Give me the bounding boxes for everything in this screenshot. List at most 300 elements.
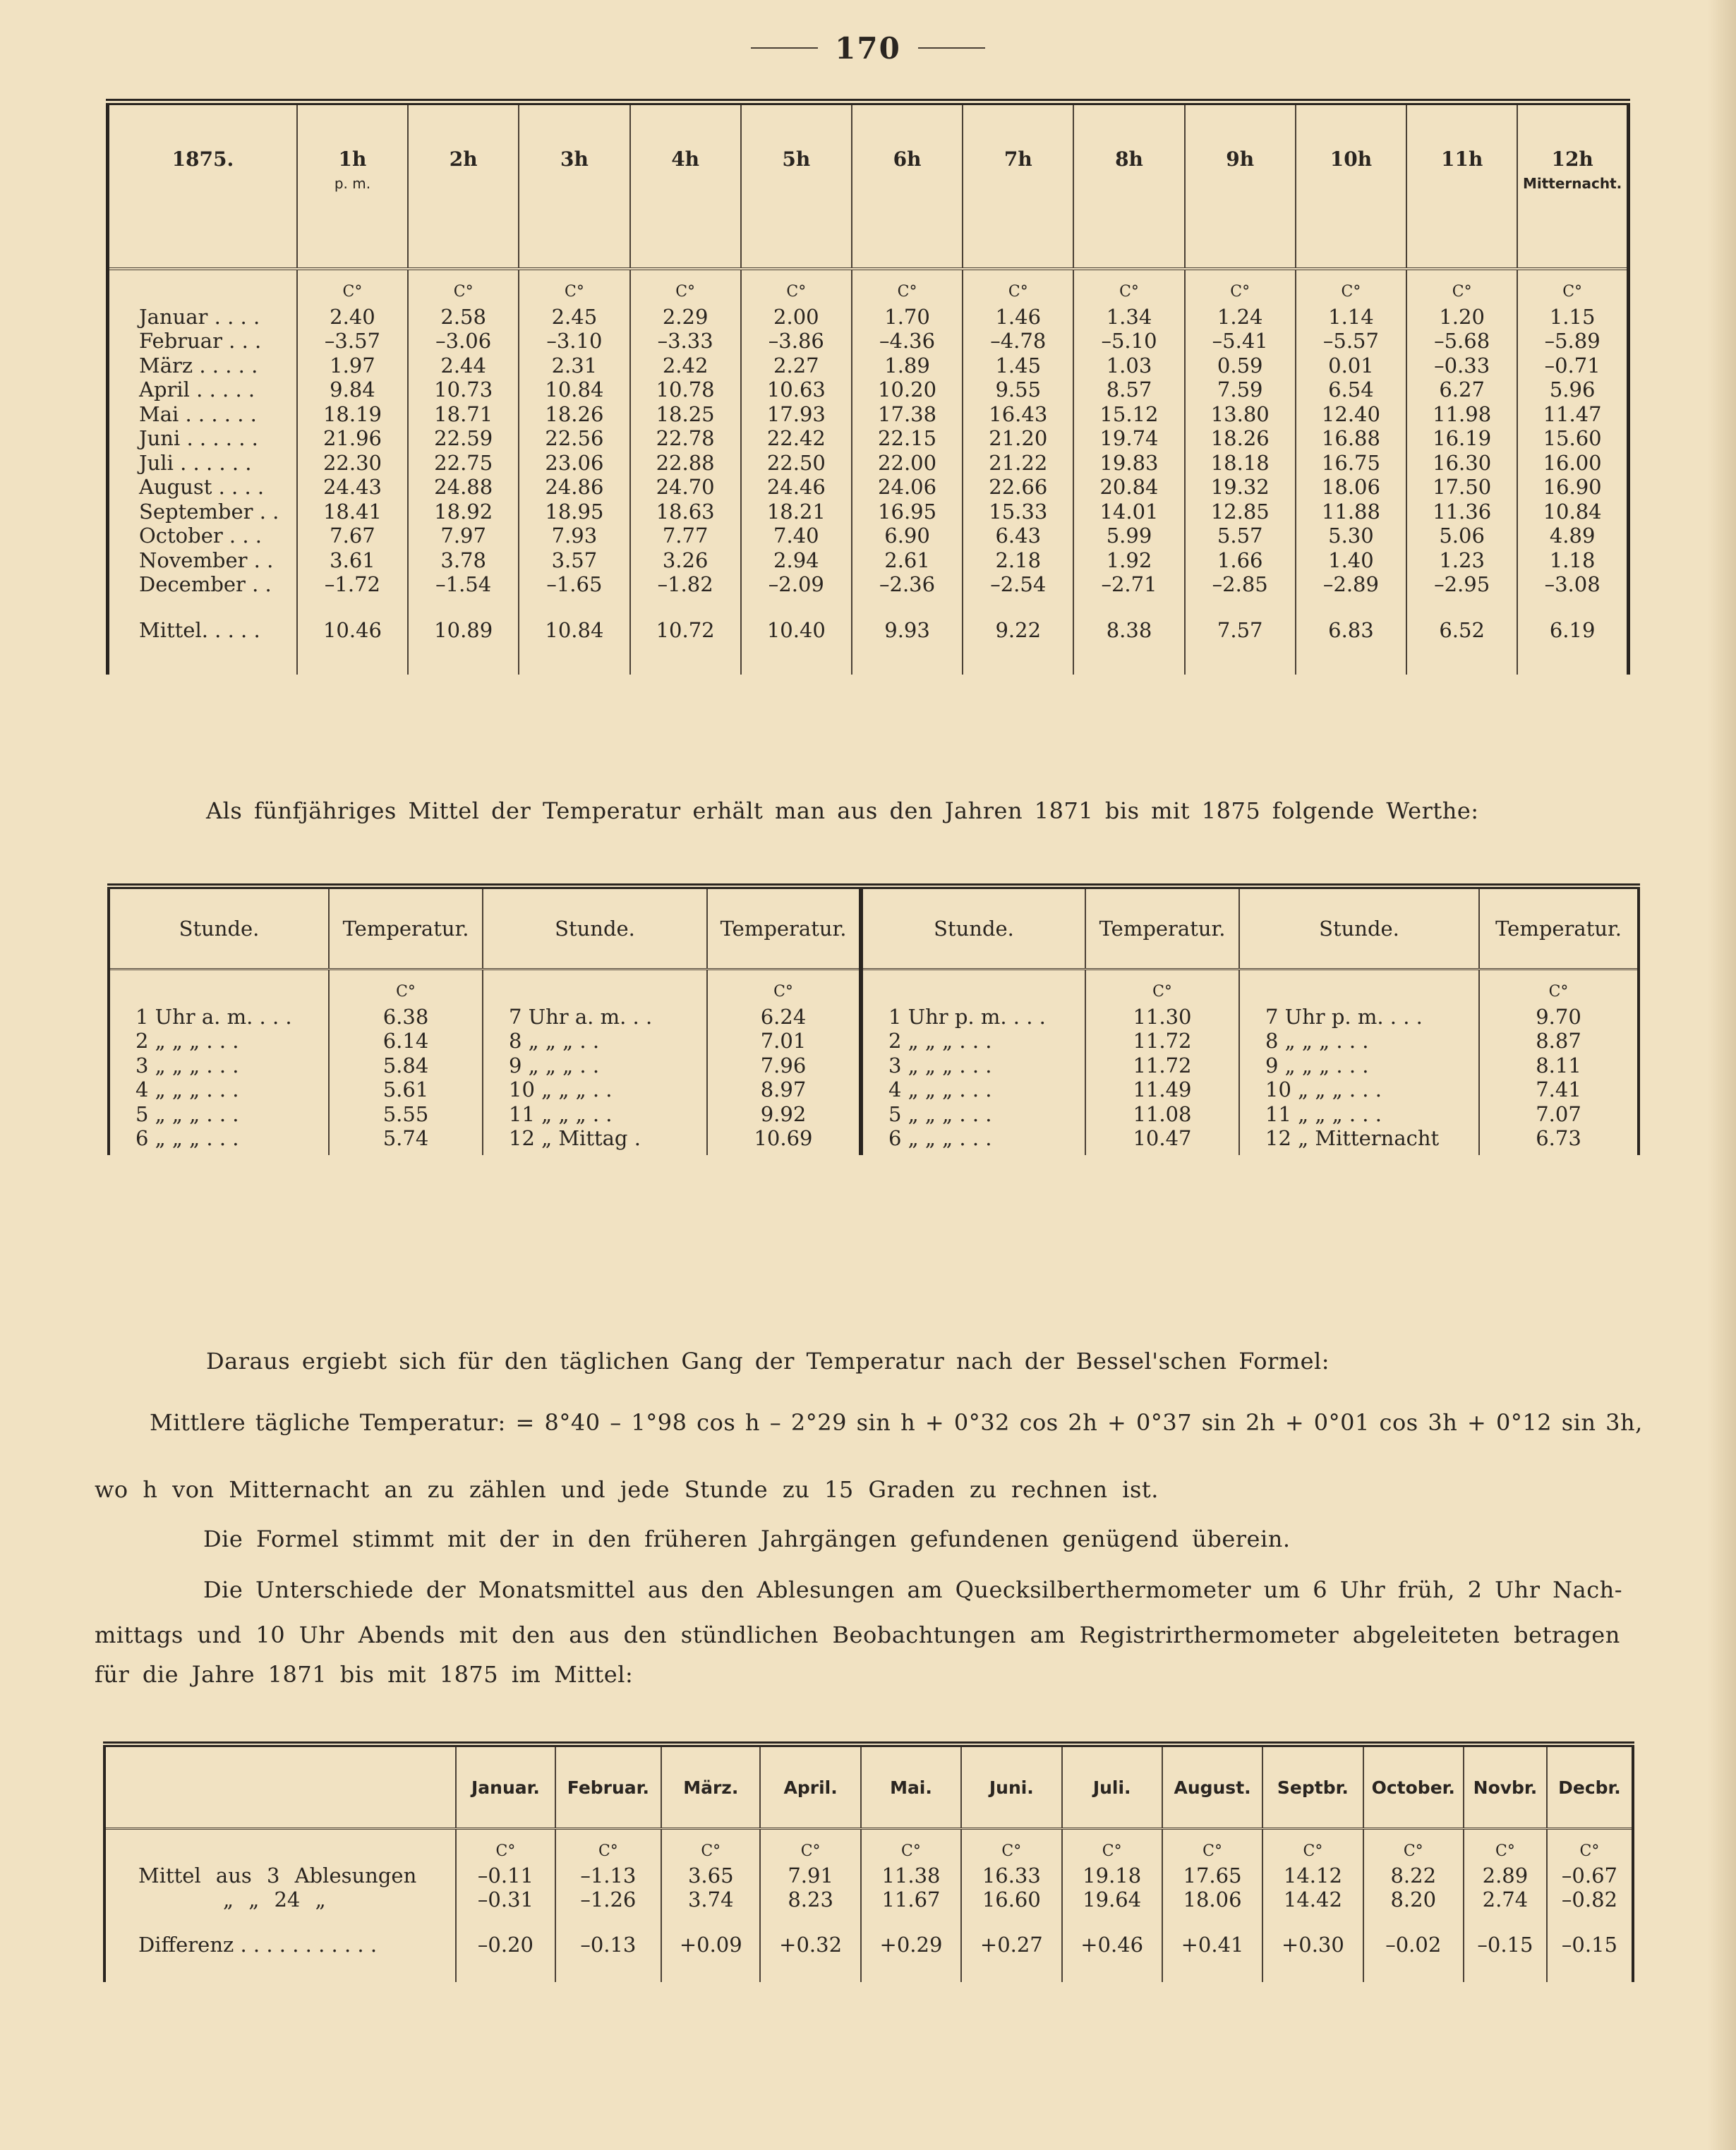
temperature-cell: –2.36 bbox=[852, 572, 963, 597]
temperature-cell: 16.19 bbox=[1406, 426, 1517, 451]
temperature-cell: 18.18 bbox=[1185, 451, 1296, 476]
temperature-cell: 2.31 bbox=[519, 354, 629, 378]
temperature-cell: 22.00 bbox=[852, 451, 963, 476]
temperature-cell: 5.84 bbox=[329, 1053, 483, 1078]
unit-cell: C° bbox=[1185, 269, 1296, 305]
temperature-cell: 0.01 bbox=[1296, 354, 1406, 378]
temperature-cell: 16.90 bbox=[1543, 475, 1602, 499]
temperature-cell: 6.27 bbox=[1406, 378, 1517, 402]
monthly-mean-cell: –1.13 bbox=[555, 1864, 662, 1888]
temperature-cell: 22.56 bbox=[519, 426, 629, 451]
temperature-cell: 7.40 bbox=[741, 524, 852, 548]
hour-label: 10 „ „ „ . . bbox=[483, 1077, 707, 1102]
empty-corner-header bbox=[104, 1744, 456, 1829]
hour-header bbox=[1517, 102, 1628, 270]
monthly-mean-cell: 11.38 bbox=[861, 1864, 961, 1888]
temperature-cell: 24.86 bbox=[519, 475, 629, 500]
monthly-mean-cell: 8.20 bbox=[1363, 1888, 1464, 1912]
month-header: August. bbox=[1162, 1744, 1262, 1829]
temperature-cell: 2.94 bbox=[741, 548, 852, 573]
hour-label: 11 „ „ „ . . bbox=[483, 1102, 707, 1127]
table-row bbox=[108, 475, 1629, 500]
difference-cell: +0.30 bbox=[1262, 1912, 1363, 1982]
temperature-cell: 21.96 bbox=[297, 426, 408, 451]
unit-spacer bbox=[483, 970, 707, 1005]
temperature-cell: 7.07 bbox=[1536, 1101, 1581, 1126]
monthly-mean-cell: 18.06 bbox=[1162, 1888, 1262, 1912]
temperature-cell: 1.92 bbox=[1073, 548, 1184, 573]
temperature-cell: –2.89 bbox=[1296, 572, 1406, 597]
unit-spacer bbox=[861, 970, 1085, 1005]
hour-label: 7 Uhr a. m. . . bbox=[483, 1005, 707, 1029]
temperature-cell: 10.84 bbox=[519, 378, 629, 402]
header-rule-left bbox=[751, 47, 818, 49]
month-label: April . . . . . bbox=[108, 378, 297, 402]
temperature-cell: 14.01 bbox=[1073, 500, 1184, 524]
month-label: December . . bbox=[108, 572, 297, 597]
temperature-cell: 6.90 bbox=[852, 524, 963, 548]
temperature-cell: 2.45 bbox=[519, 305, 629, 330]
temperature-cell: 8.87 bbox=[1536, 1029, 1581, 1053]
hour-column-header: Stunde. bbox=[1239, 886, 1479, 970]
temperature-cell: 6.14 bbox=[329, 1029, 483, 1053]
temperature-cell: 11.72 bbox=[1085, 1029, 1239, 1053]
temperature-cell: 1.45 bbox=[963, 354, 1073, 378]
month-label: Juni . . . . . . bbox=[108, 426, 297, 451]
mean-cell: 10.40 bbox=[741, 597, 852, 675]
year-header: 1875. bbox=[108, 102, 297, 270]
table-row bbox=[108, 354, 1629, 378]
monthly-mean-cell: –0.11 bbox=[456, 1864, 555, 1888]
temperature-cell: 1.34 bbox=[1073, 305, 1184, 330]
temperature-cell: 6.38 bbox=[329, 1005, 483, 1029]
paragraph-formula-note: wo h von Mitternacht an zu zählen und jede Stunde zu 15 Graden zu rechnen ist. bbox=[95, 1476, 1159, 1503]
unit-cell: C° bbox=[1296, 269, 1406, 305]
table-row bbox=[108, 548, 1629, 573]
hour-column-header: Stunde. bbox=[109, 886, 329, 970]
unit-cell: C° bbox=[630, 269, 741, 305]
table-header-row bbox=[109, 886, 1639, 970]
unit-cell: C° bbox=[456, 1829, 555, 1864]
temperature-cell: 22.78 bbox=[630, 426, 741, 451]
unit-cell: C° bbox=[1406, 269, 1517, 305]
hour-header bbox=[741, 102, 852, 270]
temperature-cell: 7.93 bbox=[519, 524, 629, 548]
table-row bbox=[108, 402, 1629, 427]
mean-cell: 6.52 bbox=[1406, 597, 1517, 675]
month-header: Februar. bbox=[555, 1744, 662, 1829]
hour-column-header: Stunde. bbox=[483, 886, 707, 970]
temperature-cell: 13.80 bbox=[1185, 402, 1296, 427]
monthly-difference-table bbox=[103, 1741, 1634, 1982]
temperature-cell: 1.23 bbox=[1406, 548, 1517, 573]
month-label: Mai . . . . . . bbox=[108, 402, 297, 427]
temperature-cell: 5.61 bbox=[329, 1077, 483, 1102]
month-header: April. bbox=[760, 1744, 860, 1829]
temperature-cell: 18.95 bbox=[519, 500, 629, 524]
temperature-cell: 11.49 bbox=[1085, 1077, 1239, 1102]
temperature-cell: –4.36 bbox=[852, 329, 963, 354]
unit-cell: C° bbox=[519, 269, 629, 305]
hour-label: 7 Uhr p. m. . . . bbox=[1239, 1005, 1479, 1029]
temperature-cell: 18.25 bbox=[630, 402, 741, 427]
mean-cell: 10.84 bbox=[519, 597, 629, 675]
bessel-formula: Mittlere tägliche Temperatur: = 8°40 – 1°98 cos h – 2°29 sin h + 0°32 cos 2h + 0°37 sin 2h + 0°01 cos 3h + 0°12 sin 3h, bbox=[150, 1409, 1643, 1436]
temperature-cell: 22.42 bbox=[741, 426, 852, 451]
hour-label: 4 „ „ „ . . . bbox=[109, 1077, 329, 1102]
paragraph-bessel-intro: Daraus ergiebt sich für den täglichen Gang der Temperatur nach der Bessel'schen Formel: bbox=[206, 1348, 1330, 1375]
unit-cell: C° bbox=[741, 269, 852, 305]
monthly-mean-cell: 2.74 bbox=[1464, 1888, 1547, 1912]
temperature-cell: 18.41 bbox=[297, 500, 408, 524]
temperature-cell: –3.33 bbox=[630, 329, 741, 354]
temperature-cell: 1.70 bbox=[852, 305, 963, 330]
hour-header bbox=[1296, 102, 1406, 270]
temperature-cell: 16.00 bbox=[1543, 450, 1602, 475]
temperature-cell: 8.97 bbox=[707, 1077, 861, 1102]
temperature-cell: 3.57 bbox=[519, 548, 629, 573]
hour-header bbox=[408, 102, 519, 270]
hour-label: 9 „ „ „ . . bbox=[483, 1053, 707, 1078]
temperature-cell: 18.26 bbox=[519, 402, 629, 427]
monthly-mean-cell: –1.26 bbox=[555, 1888, 662, 1912]
table-header-row bbox=[108, 102, 1629, 270]
paragraph-formula-agreement: Die Formel stimmt mit der in den früheren Jahrgängen gefundenen genügend überein. bbox=[203, 1526, 1291, 1552]
temperature-cell: 15.60 bbox=[1543, 426, 1602, 450]
temperature-cell: 2.44 bbox=[408, 354, 519, 378]
difference-cell: –0.13 bbox=[555, 1912, 662, 1982]
unit-cell: C° bbox=[1062, 1829, 1162, 1864]
unit-row bbox=[104, 1829, 1633, 1864]
table-row bbox=[108, 500, 1629, 524]
unit-cell: C° bbox=[760, 1829, 860, 1864]
hour-label: 2h bbox=[449, 147, 478, 171]
monthly-mean-cell: 3.65 bbox=[661, 1864, 760, 1888]
temperature-cell: 1.46 bbox=[963, 305, 1073, 330]
hour-label: 1h bbox=[338, 147, 367, 171]
temperature-cell: 1.40 bbox=[1296, 548, 1406, 573]
temperature-cell: –1.65 bbox=[519, 572, 629, 597]
temperature-cell: 24.46 bbox=[741, 475, 852, 500]
month-label: Januar . . . . bbox=[108, 305, 297, 330]
temperature-cell: 2.00 bbox=[741, 305, 852, 330]
temperature-cell: 9.92 bbox=[707, 1102, 861, 1127]
difference-label: Differenz . . . . . . . . . . . bbox=[104, 1912, 456, 1982]
temperature-cell: 23.06 bbox=[519, 451, 629, 476]
temperature-cell: 1.15 bbox=[1549, 304, 1596, 329]
difference-cell: +0.09 bbox=[661, 1912, 760, 1982]
temperature-cell: 9.70 bbox=[1536, 1004, 1581, 1029]
mean-cell: 6.83 bbox=[1296, 597, 1406, 675]
mean-cell: 8.38 bbox=[1073, 597, 1184, 675]
unit-cell: C° bbox=[1562, 283, 1583, 301]
unit-spacer bbox=[109, 970, 329, 1005]
temperature-cell: 24.06 bbox=[852, 475, 963, 500]
temperature-cell: 10.69 bbox=[707, 1126, 861, 1155]
unit-cell: C° bbox=[961, 1829, 1061, 1864]
table-row bbox=[108, 305, 1629, 330]
temperature-cell: 24.43 bbox=[297, 475, 408, 500]
unit-row bbox=[108, 269, 1629, 305]
table-row bbox=[108, 572, 1629, 597]
temperature-cell: 16.75 bbox=[1296, 451, 1406, 476]
temperature-cell: 11.72 bbox=[1085, 1053, 1239, 1078]
temperature-cell: 21.20 bbox=[963, 426, 1073, 451]
table-row bbox=[108, 451, 1629, 476]
table-row bbox=[108, 426, 1629, 451]
temperature-cell: 18.71 bbox=[408, 402, 519, 427]
table-row bbox=[104, 1864, 1633, 1888]
month-header: Novbr. bbox=[1464, 1744, 1547, 1829]
temperature-cell: 2.61 bbox=[852, 548, 963, 573]
hour-label: 12 „ Mitternacht bbox=[1239, 1126, 1479, 1155]
table-row bbox=[104, 1888, 1633, 1912]
table-row bbox=[108, 329, 1629, 354]
unit-spacer bbox=[1239, 970, 1479, 1005]
temperature-cell: 3.26 bbox=[630, 548, 741, 573]
monthly-mean-cell: 19.18 bbox=[1062, 1864, 1162, 1888]
mean-row bbox=[108, 597, 1629, 675]
temperature-cell: 9.84 bbox=[297, 378, 408, 402]
temperature-cell: 5.96 bbox=[1549, 378, 1596, 401]
temperature-cell: 11.47 bbox=[1543, 401, 1602, 426]
unit-cell: C° bbox=[1548, 983, 1569, 1001]
temperature-cell: 2.27 bbox=[741, 354, 852, 378]
mean-cell: 9.93 bbox=[852, 597, 963, 675]
temperature-cell: 3.61 bbox=[297, 548, 408, 573]
paragraph-five-year-mean: Als fünfjähriges Mittel der Temperatur erhält man aus den Jahren 1871 bis mit 1875 folgende Werthe: bbox=[206, 797, 1479, 824]
temperature-cell: 22.59 bbox=[408, 426, 519, 451]
month-header: Juni. bbox=[961, 1744, 1061, 1829]
temperature-cell: 6.54 bbox=[1296, 378, 1406, 402]
temperature-cell: 7.77 bbox=[630, 524, 741, 548]
hour-label: 5 „ „ „ . . . bbox=[861, 1102, 1085, 1127]
temperature-cell: 2.58 bbox=[408, 305, 519, 330]
temperature-cell: –3.10 bbox=[519, 329, 629, 354]
temperature-cell: 22.66 bbox=[963, 475, 1073, 500]
month-header: März. bbox=[661, 1744, 760, 1829]
temperature-cell: 19.83 bbox=[1073, 451, 1184, 476]
row-label: „ „ 24 „ bbox=[104, 1888, 456, 1912]
temperature-cell: 5.55 bbox=[329, 1102, 483, 1127]
temperature-column-header: Temperatur. bbox=[1085, 886, 1239, 970]
temperature-cell: 22.30 bbox=[297, 451, 408, 476]
temperature-cell: 18.19 bbox=[297, 402, 408, 427]
hour-label: 12h bbox=[1551, 147, 1593, 171]
hour-label: 12 „ Mittag . bbox=[483, 1126, 707, 1155]
temperature-cell: 16.88 bbox=[1296, 426, 1406, 451]
row-label: Mittel aus 3 Ablesungen bbox=[104, 1864, 456, 1888]
unit-cell: C° bbox=[661, 1829, 760, 1864]
temperature-cell: 2.40 bbox=[297, 305, 408, 330]
hour-label: 2 „ „ „ . . . bbox=[861, 1029, 1085, 1053]
difference-cell: +0.41 bbox=[1162, 1912, 1262, 1982]
unit-cell: C° bbox=[963, 269, 1073, 305]
temperature-cell: 5.06 bbox=[1406, 524, 1517, 548]
temperature-cell: 1.18 bbox=[1549, 548, 1596, 572]
temperature-column-header: Temperatur. bbox=[707, 886, 861, 970]
temperature-cell: 10.63 bbox=[741, 378, 852, 402]
hour-label: 7h bbox=[1003, 147, 1032, 171]
temperature-cell: –2.54 bbox=[963, 572, 1073, 597]
temperature-cell: –3.57 bbox=[297, 329, 408, 354]
monthly-mean-cell: 14.12 bbox=[1262, 1864, 1363, 1888]
five-year-mean-table bbox=[107, 883, 1640, 1155]
temperature-cell: 4.89 bbox=[1549, 524, 1596, 548]
temperature-cell: 22.50 bbox=[741, 451, 852, 476]
unit-cell: C° bbox=[1464, 1829, 1547, 1864]
temperature-cell: 11.30 bbox=[1085, 1005, 1239, 1029]
temperature-cell: 11.36 bbox=[1406, 500, 1517, 524]
hour-label: 9h bbox=[1226, 147, 1255, 171]
temperature-cell: 6.73 bbox=[1536, 1126, 1581, 1150]
temperature-cell: 16.95 bbox=[852, 500, 963, 524]
temperature-cell: 16.30 bbox=[1406, 451, 1517, 476]
difference-cell: +0.46 bbox=[1062, 1912, 1162, 1982]
paragraph-differences-line-3: für die Jahre 1871 bis mit 1875 im Mittel: bbox=[95, 1661, 634, 1688]
paragraph-differences-line-1: Die Unterschiede der Monatsmittel aus den Ablesungen am Quecksilberthermometer um 6 Uhr früh, 2 Uhr Nach- bbox=[203, 1576, 1623, 1603]
temperature-cell: 1.89 bbox=[852, 354, 963, 378]
difference-cell: +0.32 bbox=[760, 1912, 860, 1982]
monthly-mean-cell: 19.64 bbox=[1062, 1888, 1162, 1912]
mean-cell: 10.46 bbox=[297, 597, 408, 675]
monthly-mean-cell: 3.74 bbox=[661, 1888, 760, 1912]
temperature-cell: –2.09 bbox=[741, 572, 852, 597]
hour-header bbox=[1073, 102, 1184, 270]
temperature-column-header: Temperatur. bbox=[329, 886, 483, 970]
page-edge-shadow bbox=[1708, 0, 1736, 2150]
hour-header bbox=[1185, 102, 1296, 270]
month-label: September . . bbox=[108, 500, 297, 524]
temperature-cell: 5.74 bbox=[329, 1126, 483, 1155]
temperature-cell: 1.14 bbox=[1296, 305, 1406, 330]
temperature-cell: 5.99 bbox=[1073, 524, 1184, 548]
hour-sublabel: p. m. bbox=[334, 175, 371, 192]
monthly-mean-cell: 7.91 bbox=[760, 1864, 860, 1888]
mean-label: Mittel. . . . . bbox=[108, 597, 297, 675]
temperature-cell: 17.50 bbox=[1406, 475, 1517, 500]
temperature-cell: 18.06 bbox=[1296, 475, 1406, 500]
hour-header bbox=[519, 102, 629, 270]
difference-row bbox=[104, 1912, 1633, 1982]
hour-header bbox=[1406, 102, 1517, 270]
hour-label: 11 „ „ „ . . . bbox=[1239, 1102, 1479, 1127]
temperature-cell: –1.82 bbox=[630, 572, 741, 597]
unit-spacer bbox=[104, 1829, 456, 1864]
temperature-cell: –3.06 bbox=[408, 329, 519, 354]
temperature-cell: 18.21 bbox=[741, 500, 852, 524]
monthly-mean-cell: 8.23 bbox=[760, 1888, 860, 1912]
table-row bbox=[109, 1077, 1639, 1102]
temperature-cell: 2.18 bbox=[963, 548, 1073, 573]
temperature-cell: –3.08 bbox=[1544, 572, 1601, 596]
hour-sublabel: Mitternacht. bbox=[1522, 175, 1622, 192]
temperature-cell: –0.33 bbox=[1406, 354, 1517, 378]
unit-row bbox=[109, 970, 1639, 1005]
temperature-cell: 3.78 bbox=[408, 548, 519, 573]
table-row bbox=[109, 1053, 1639, 1078]
table-row bbox=[108, 378, 1629, 402]
temperature-cell: 5.30 bbox=[1296, 524, 1406, 548]
table-row bbox=[109, 1005, 1639, 1029]
temperature-cell: –2.85 bbox=[1185, 572, 1296, 597]
hour-label: 3h bbox=[560, 147, 589, 171]
temperature-cell: 1.97 bbox=[297, 354, 408, 378]
temperature-cell: 24.88 bbox=[408, 475, 519, 500]
month-header: Juli. bbox=[1062, 1744, 1162, 1829]
hour-label: 5h bbox=[782, 147, 811, 171]
temperature-cell: 18.26 bbox=[1185, 426, 1296, 451]
monthly-mean-cell: –0.31 bbox=[456, 1888, 555, 1912]
temperature-cell: 6.24 bbox=[707, 1005, 861, 1029]
hour-label: 11h bbox=[1440, 147, 1483, 171]
unit-cell: C° bbox=[1073, 269, 1184, 305]
hour-label: 4h bbox=[671, 147, 700, 171]
monthly-mean-cell: 8.22 bbox=[1363, 1864, 1464, 1888]
month-label: Februar . . . bbox=[108, 329, 297, 354]
unit-cell: C° bbox=[861, 1829, 961, 1864]
temperature-cell: –3.86 bbox=[741, 329, 852, 354]
difference-cell: –0.02 bbox=[1363, 1912, 1464, 1982]
temperature-cell: 7.01 bbox=[707, 1029, 861, 1053]
temperature-cell: –2.95 bbox=[1406, 572, 1517, 597]
mean-cell: 10.72 bbox=[630, 597, 741, 675]
unit-cell: C° bbox=[408, 269, 519, 305]
hour-label: 8h bbox=[1115, 147, 1143, 171]
hour-header bbox=[852, 102, 963, 270]
mean-cell: 10.89 bbox=[408, 597, 519, 675]
hour-label: 2 „ „ „ . . . bbox=[109, 1029, 329, 1053]
temperature-cell: 1.66 bbox=[1185, 548, 1296, 573]
difference-cell: –0.20 bbox=[456, 1912, 555, 1982]
temperature-cell: 22.15 bbox=[852, 426, 963, 451]
temperature-cell: –1.72 bbox=[297, 572, 408, 597]
hour-label: 10 „ „ „ . . . bbox=[1239, 1077, 1479, 1102]
hour-label: 6 „ „ „ . . . bbox=[861, 1126, 1085, 1155]
temperature-cell: 16.43 bbox=[963, 402, 1073, 427]
temperature-cell: 0.59 bbox=[1185, 354, 1296, 378]
temperature-cell: 19.74 bbox=[1073, 426, 1184, 451]
hourly-temperature-table-1875 bbox=[106, 99, 1630, 675]
month-header: Decbr. bbox=[1547, 1744, 1633, 1829]
temperature-cell: 17.38 bbox=[852, 402, 963, 427]
temperature-cell: –5.57 bbox=[1296, 329, 1406, 354]
unit-cell: C° bbox=[555, 1829, 662, 1864]
temperature-cell: 18.63 bbox=[630, 500, 741, 524]
month-label: October . . . bbox=[108, 524, 297, 548]
temperature-cell: 5.57 bbox=[1185, 524, 1296, 548]
temperature-cell: 1.20 bbox=[1406, 305, 1517, 330]
table-row bbox=[108, 524, 1629, 548]
unit-cell: C° bbox=[297, 269, 408, 305]
table-row bbox=[109, 1102, 1639, 1127]
hour-header bbox=[630, 102, 741, 270]
temperature-cell: 1.24 bbox=[1185, 305, 1296, 330]
mean-cell: 6.19 bbox=[1549, 617, 1596, 642]
temperature-cell: 15.12 bbox=[1073, 402, 1184, 427]
difference-cell: –0.15 bbox=[1464, 1912, 1547, 1982]
temperature-cell: 10.47 bbox=[1085, 1126, 1239, 1155]
month-header: October. bbox=[1363, 1744, 1464, 1829]
temperature-cell: 17.93 bbox=[741, 402, 852, 427]
temperature-cell: 10.73 bbox=[408, 378, 519, 402]
page-number: 170 bbox=[835, 30, 901, 66]
hour-label: 8 „ „ „ . . bbox=[483, 1029, 707, 1053]
temperature-cell: 22.88 bbox=[630, 451, 741, 476]
mean-cell: 7.57 bbox=[1185, 597, 1296, 675]
unit-cell: C° bbox=[1579, 1842, 1600, 1860]
temperature-cell: 11.08 bbox=[1085, 1102, 1239, 1127]
